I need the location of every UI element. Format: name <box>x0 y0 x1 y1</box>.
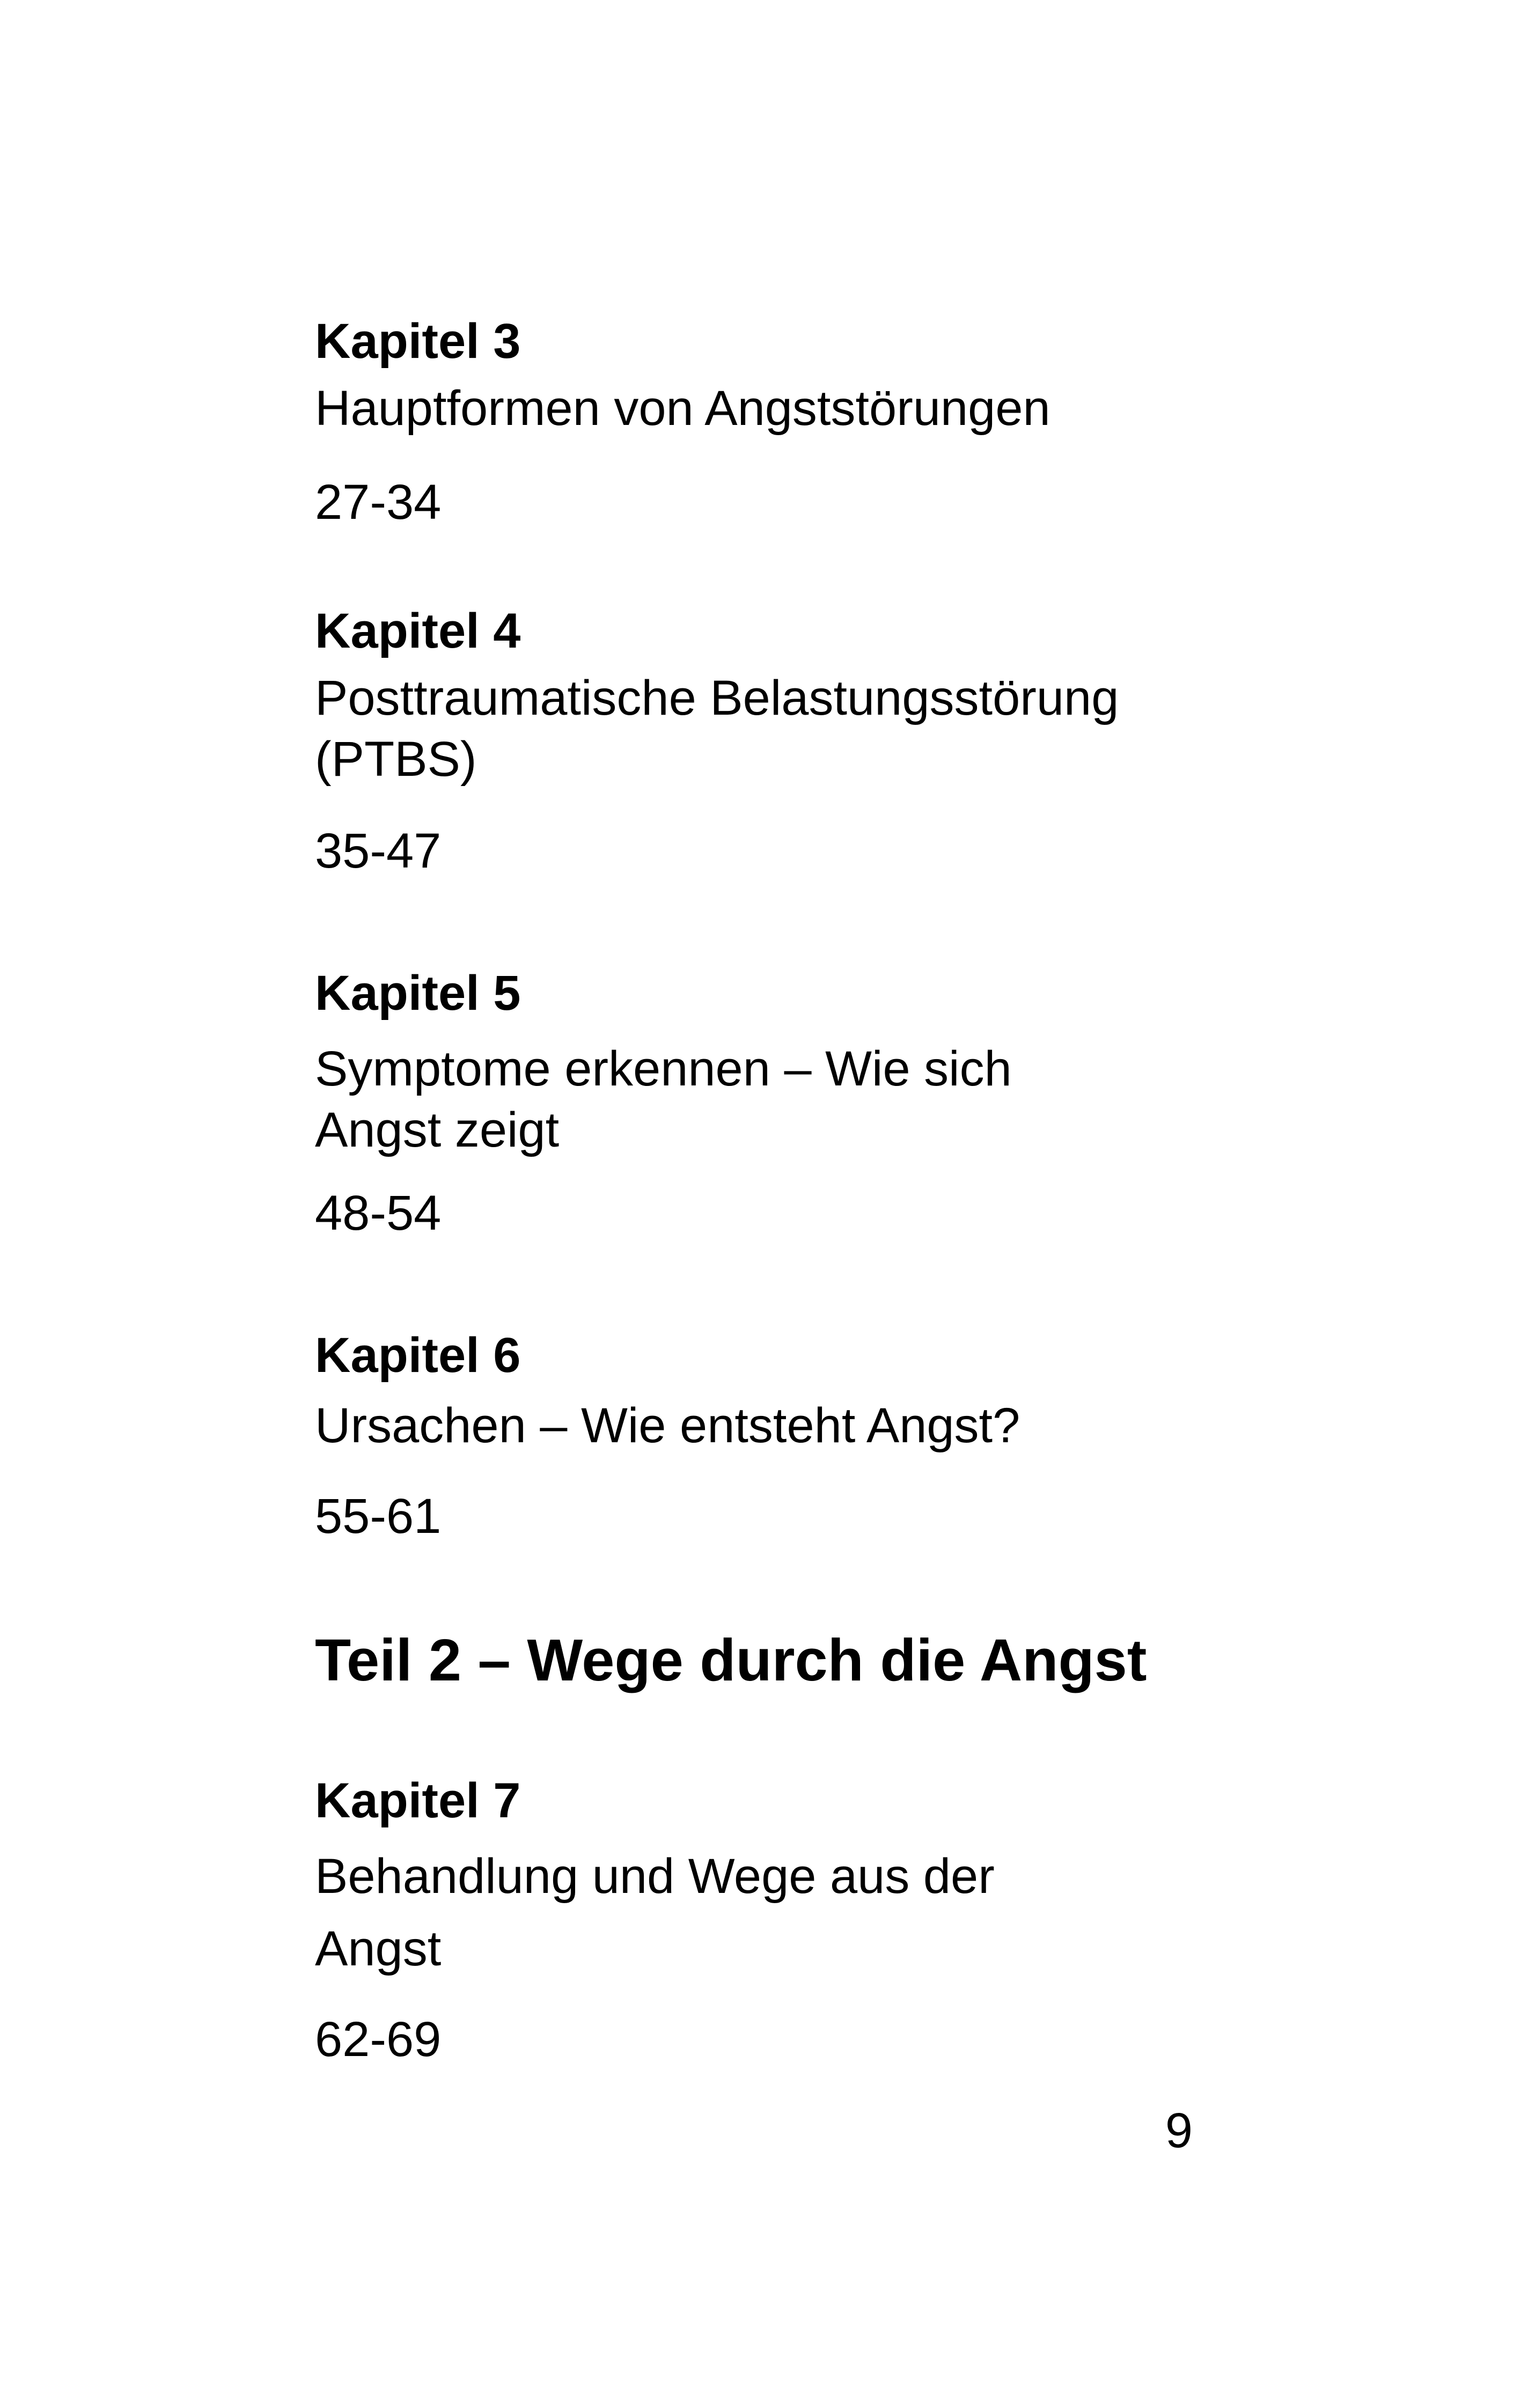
chapter-title: Posttraumatische Belastungsstörung (PTBS) <box>315 671 1119 787</box>
chapter-page-range: 62-69 <box>315 2012 442 2067</box>
page-number: 9 <box>1165 2103 1193 2158</box>
chapter-label: Kapitel 4 <box>315 604 521 658</box>
chapter-title: Hauptformen von Angststörungen <box>315 381 1050 436</box>
chapter-label: Kapitel 7 <box>315 1773 521 1828</box>
chapter-page-range: 48-54 <box>315 1186 442 1240</box>
chapter-page-range: 55-61 <box>315 1489 442 1544</box>
part-heading: Teil 2 – Wege durch die Angst <box>315 1627 1147 1693</box>
chapter-page-range: 35-47 <box>315 824 442 878</box>
chapter-label: Kapitel 6 <box>315 1328 521 1383</box>
chapter-title: Ursachen – Wie entsteht Angst? <box>315 1398 1020 1453</box>
chapter-title: Behandlung und Wege aus der Angst <box>315 1849 995 1976</box>
chapter-label: Kapitel 3 <box>315 314 521 369</box>
chapter-title: Symptome erkennen – Wie sich Angst zeigt <box>315 1041 1012 1157</box>
chapter-label: Kapitel 5 <box>315 966 521 1021</box>
chapter-page-range: 27-34 <box>315 475 442 530</box>
